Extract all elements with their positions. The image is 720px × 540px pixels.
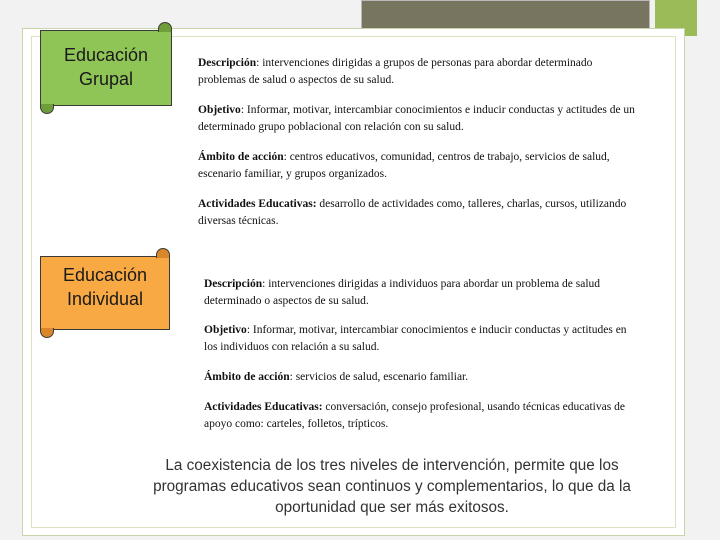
- separator: :: [256, 57, 263, 69]
- individual-ambito: [204, 369, 640, 386]
- separator: :: [262, 278, 269, 290]
- individual-objetivo: [204, 322, 640, 355]
- separator: :: [283, 151, 290, 163]
- grupal-descripcion-text: intervenciones dirigidas a grupos de personas para abordar determinado problemas de salud o aspectos de su salud.: [198, 57, 593, 86]
- grupal-objetivo-text: Informar, motivar, intercambiar conocimientos e inducir conductas y actitudes de un determinado grupo poblacional con relación con su salud.: [198, 104, 635, 133]
- separator: :: [289, 371, 296, 383]
- footer-summary: La coexistencia de los tres niveles de intervención, permite que los programas educativos sean continuos y complementarios, lo que da la oportunidad que ser más exitosos.: [153, 457, 631, 516]
- grupal-title-line2: Grupal: [78, 69, 134, 89]
- separator: :: [240, 104, 247, 116]
- individual-title-line1: Educación: [62, 265, 148, 285]
- individual-descripcion: [204, 276, 640, 309]
- grupal-descripcion: [198, 55, 638, 88]
- label: Ámbito de acción: [204, 371, 290, 383]
- grupal-objetivo: [198, 102, 638, 135]
- label: Objetivo: [204, 324, 247, 336]
- grupal-actividades: [198, 196, 638, 229]
- individual-actividades: [204, 399, 640, 432]
- individual-objetivo-text: Informar, motivar, intercambiar conocimientos e inducir conductas y actitudes en los individuos con relación a su salud.: [204, 324, 627, 353]
- grupal-scroll: [40, 30, 172, 106]
- grupal-ambito-text: centros educativos, comunidad, centros de trabajo, servicios de salud, escenario familiar, y grupos organizados.: [198, 151, 610, 180]
- grupal-title-line1: Educación: [63, 45, 149, 65]
- individual-title-line2: Individual: [66, 289, 144, 309]
- grupal-ambito: [198, 149, 638, 182]
- label: Actividades Educativas:: [198, 198, 317, 210]
- individual-scroll: [40, 256, 170, 330]
- separator: :: [246, 324, 253, 336]
- label: Actividades Educativas:: [204, 401, 323, 413]
- label: Ámbito de acción: [198, 151, 284, 163]
- scroll-fold-top: [158, 22, 172, 32]
- individual-descripcion-text: intervenciones dirigidas a individuos para abordar un problema de salud determinado o aspectos de su salud.: [204, 278, 601, 307]
- scroll-fold-top: [156, 248, 170, 258]
- individual-ambito-text: servicios de salud, escenario familiar.: [295, 371, 469, 383]
- individual-actividades-text: conversación, consejo profesional, usando técnicas educativas de apoyo como: carteles, folletos, trípticos.: [204, 401, 625, 430]
- grupal-actividades-text: desarrollo de actividades como, talleres, charlas, cursos, utilizando diversas técnicas.: [198, 198, 627, 227]
- label: Descripción: [204, 278, 263, 290]
- label: Descripción: [198, 57, 257, 69]
- label: Objetivo: [198, 104, 241, 116]
